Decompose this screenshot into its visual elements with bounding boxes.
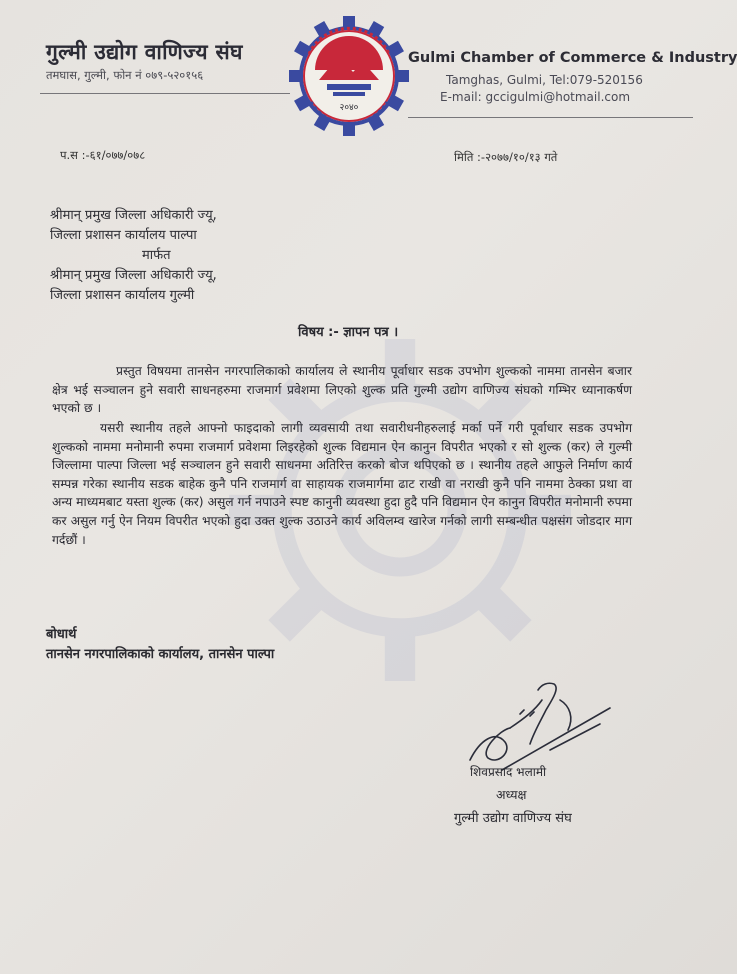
body-paragraph-2: यसरी स्थानीय तहले आफ्नो फाइदाको लागी व्यवसायी तथा सवारीधनीहरुलाई मर्का पर्ने गरी पूर्वाधार सडक उपभोग शुल्कको नाममा मनोमानी रुपमा राजमार्ग प्रवेशमा लिइरहेको शुल्क विद्यमान ऐन कानुन विपरीत भएको र सो शुल्क (कर) ले गुल्मी जिल्लामा पाल्पा जिल्ला भई सञ्चालन हुने सवारी साधनमा अतिरित्त करको बोज थपिएको छ । स्थानीय तहले आफुले निर्माण कार्य सम्पन्न गरेका स्थानीय सडक बाहेक कुनै पनि राजमार्ग वा साहायक राजमार्गमा ढाट राखी वा नराखी कुनै पनि नाममा ठेक्का प्रथा वा अन्य माध्यमबाट यस्ता शुल्क (कर) असुल गर्न नपाउने स्पष्ट कानुनी व्यवस्था हुदा हुदै पनि विद्यमान ऐन कानुन विपरीत मनोमानी रुपमा कर असुल गर्नु ऐन नियम विपरीत भएको हुदा उक्त शुल्क उठाउने कार्य अविलम्व खारेज गर्नको लागी सम्बन्धीत पक्षसंग जोडदार माग गर्दछौं । <box>52 421 632 547</box>
signatory-organization: गुल्मी उद्योग वाणिज्य संघ <box>454 811 572 826</box>
cc-recipient: तानसेन नगरपालिकाको कार्यालय, तानसेन पाल्पा <box>46 647 275 662</box>
body-paragraph-1: प्रस्तुत विषयमा तानसेन नगरपालिकाको कार्यालय ले स्थानीय पूर्वाधार सडक उपभोग शुल्कको नाममा तानसेन बजार क्षेत्र भई सञ्चालन हुने सवारी साधनहरुमा राजमार्ग प्रवेशमा लिएको शुल्क प्रति गुल्मी उद्योग वाणिज्य संघको गम्भिर ध्यानाकर्षण भएको छ । <box>52 364 632 416</box>
header-rule-left <box>40 93 290 94</box>
org-address-nepali: तमघास, गुल्मी, फोन नं ०७९-५२०१५६ <box>46 68 204 82</box>
cc-label: बोधार्थ <box>46 627 77 642</box>
signatory-title: अध्यक्ष <box>496 787 527 802</box>
addressee-line-2: जिल्ला प्रशासन कार्यालय पाल्पा <box>50 228 197 243</box>
org-address-english: Tamghas, Gulmi, Tel:079-520156 <box>446 73 643 87</box>
letter-date: मिति :-२०७७/१०/१३ गते <box>454 150 558 164</box>
addressee-line-1: श्रीमान् प्रमुख जिल्ला अधिकारी ज्यू, <box>50 208 217 223</box>
addressee-via: मार्फत <box>142 248 171 263</box>
header-rule-right <box>408 117 693 118</box>
addressee-line-3: श्रीमान् प्रमुख जिल्ला अधिकारी ज्यू, <box>50 268 217 283</box>
org-name-english: Gulmi Chamber of Commerce & Industry <box>408 50 737 66</box>
signatory-name: शिवप्रसाद भलामी <box>470 765 547 779</box>
org-email: E-mail: gccigulmi@hotmail.com <box>440 90 631 104</box>
logo-year: २०४० <box>339 103 359 113</box>
reference-number: प.स :-६१/०७७/०७८ <box>60 148 146 162</box>
addressee-line-4: जिल्ला प्रशासन कार्यालय गुल्मी <box>50 288 195 303</box>
letter-subject: विषय :- ज्ञापन पत्र । <box>298 325 399 340</box>
org-logo <box>290 14 408 152</box>
org-name-nepali: गुल्मी उद्योग वाणिज्य संघ <box>46 40 243 64</box>
